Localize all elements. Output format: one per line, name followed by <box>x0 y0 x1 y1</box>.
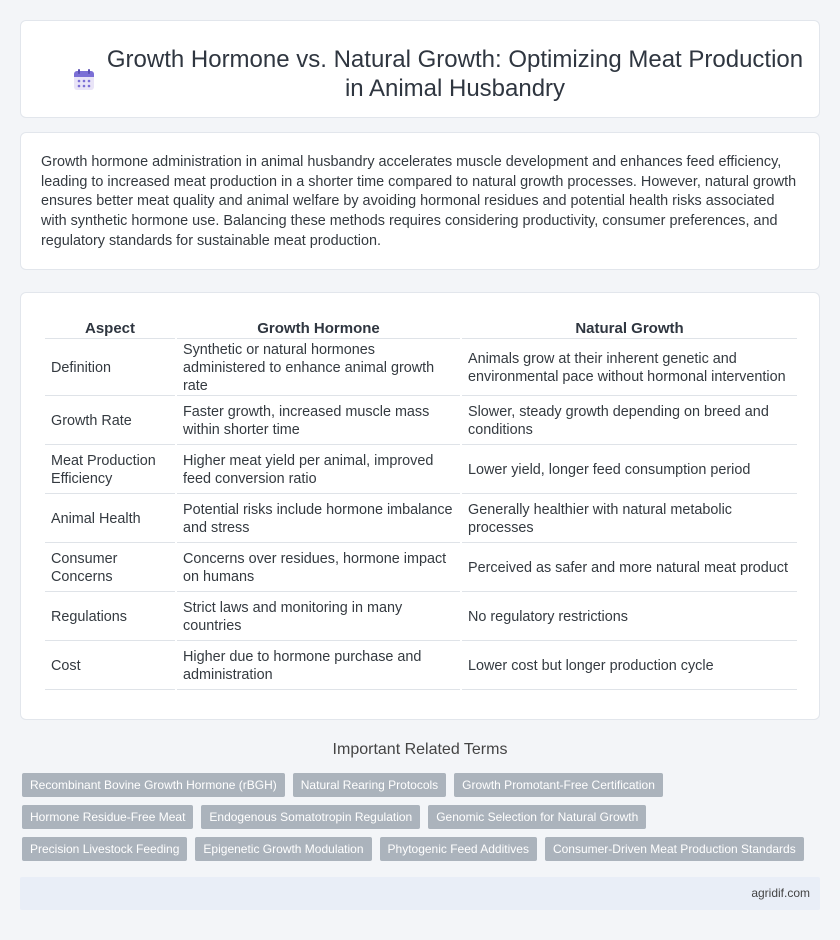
cell-natural-growth: Perceived as safer and more natural meat product <box>462 545 797 592</box>
related-term-tag[interactable]: Growth Promotant-Free Certification <box>454 773 663 797</box>
comparison-card <box>20 292 820 720</box>
cell-growth-hormone: Higher due to hormone purchase and administration <box>177 643 460 690</box>
title-card <box>20 20 820 118</box>
cell-growth-hormone: Synthetic or natural hormones administered to enhance animal growth rate <box>177 341 460 396</box>
related-term-tag[interactable]: Epigenetic Growth Modulation <box>195 837 371 861</box>
related-term-tag[interactable]: Genomic Selection for Natural Growth <box>428 805 646 829</box>
cell-growth-hormone: Higher meat yield per animal, improved feed conversion ratio <box>177 447 460 494</box>
intro-paragraph: Growth hormone administration in animal husbandry accelerates muscle development and enhances feed efficiency, leading to increased meat production in a shorter time compared to natural growth processes. However, natural growth ensures better meat quality and animal welfare by avoiding hormonal residues and potential health risks associated with synthetic hormone use. Balancing these methods requires considering productivity, consumer preferences, and regulatory standards for sustainable meat production. <box>41 154 797 249</box>
cell-natural-growth: Lower cost but longer production cycle <box>462 643 797 690</box>
cell-natural-growth: Animals grow at their inherent genetic and environmental pace without hormonal intervention <box>462 341 797 396</box>
cell-aspect: Cost <box>45 643 175 690</box>
footer <box>20 877 820 910</box>
cell-aspect: Consumer Concerns <box>45 545 175 592</box>
cell-growth-hormone: Strict laws and monitoring in many countries <box>177 594 460 641</box>
cell-growth-hormone: Faster growth, increased muscle mass within shorter time <box>177 398 460 445</box>
related-term-tag[interactable]: Consumer-Driven Meat Production Standards <box>545 837 804 861</box>
cell-aspect: Regulations <box>45 594 175 641</box>
cell-aspect: Definition <box>45 341 175 396</box>
related-term-tag[interactable]: Recombinant Bovine Growth Hormone (rBGH) <box>22 773 285 797</box>
cell-natural-growth: Slower, steady growth depending on breed and conditions <box>462 398 797 445</box>
table-row <box>45 341 797 396</box>
related-term-tag[interactable]: Phytogenic Feed Additives <box>380 837 537 861</box>
calendar-icon <box>72 68 96 92</box>
related-terms-list <box>22 773 822 869</box>
table-row <box>45 594 797 641</box>
cell-growth-hormone: Concerns over residues, hormone impact on humans <box>177 545 460 592</box>
table-row <box>45 496 797 543</box>
cell-natural-growth: Generally healthier with natural metabolic processes <box>462 496 797 543</box>
table-header-row <box>45 317 797 339</box>
cell-aspect: Growth Rate <box>45 398 175 445</box>
related-terms-title: Important Related Terms <box>332 741 508 758</box>
cell-natural-growth: Lower yield, longer feed consumption period <box>462 447 797 494</box>
page-title: Growth Hormone vs. Natural Growth: Optimizing Meat Production in Animal Husbandry <box>106 46 804 102</box>
table-row <box>45 447 797 494</box>
related-term-tag[interactable]: Natural Rearing Protocols <box>293 773 446 797</box>
intro-card <box>20 132 820 270</box>
related-term-tag[interactable]: Precision Livestock Feeding <box>22 837 187 861</box>
cell-aspect: Meat Production Efficiency <box>45 447 175 494</box>
table-row <box>45 398 797 445</box>
related-term-tag[interactable]: Endogenous Somatotropin Regulation <box>201 805 420 829</box>
comparison-table <box>43 315 799 692</box>
table-row <box>45 545 797 592</box>
related-term-tag[interactable]: Hormone Residue-Free Meat <box>22 805 193 829</box>
header-aspect: Aspect <box>45 317 175 339</box>
table-row <box>45 643 797 690</box>
cell-natural-growth: No regulatory restrictions <box>462 594 797 641</box>
header-growth-hormone: Growth Hormone <box>177 317 460 339</box>
cell-growth-hormone: Potential risks include hormone imbalance and stress <box>177 496 460 543</box>
header-natural-growth: Natural Growth <box>462 317 797 339</box>
footer-site-link[interactable]: agridif.com <box>751 886 810 900</box>
cell-aspect: Animal Health <box>45 496 175 543</box>
